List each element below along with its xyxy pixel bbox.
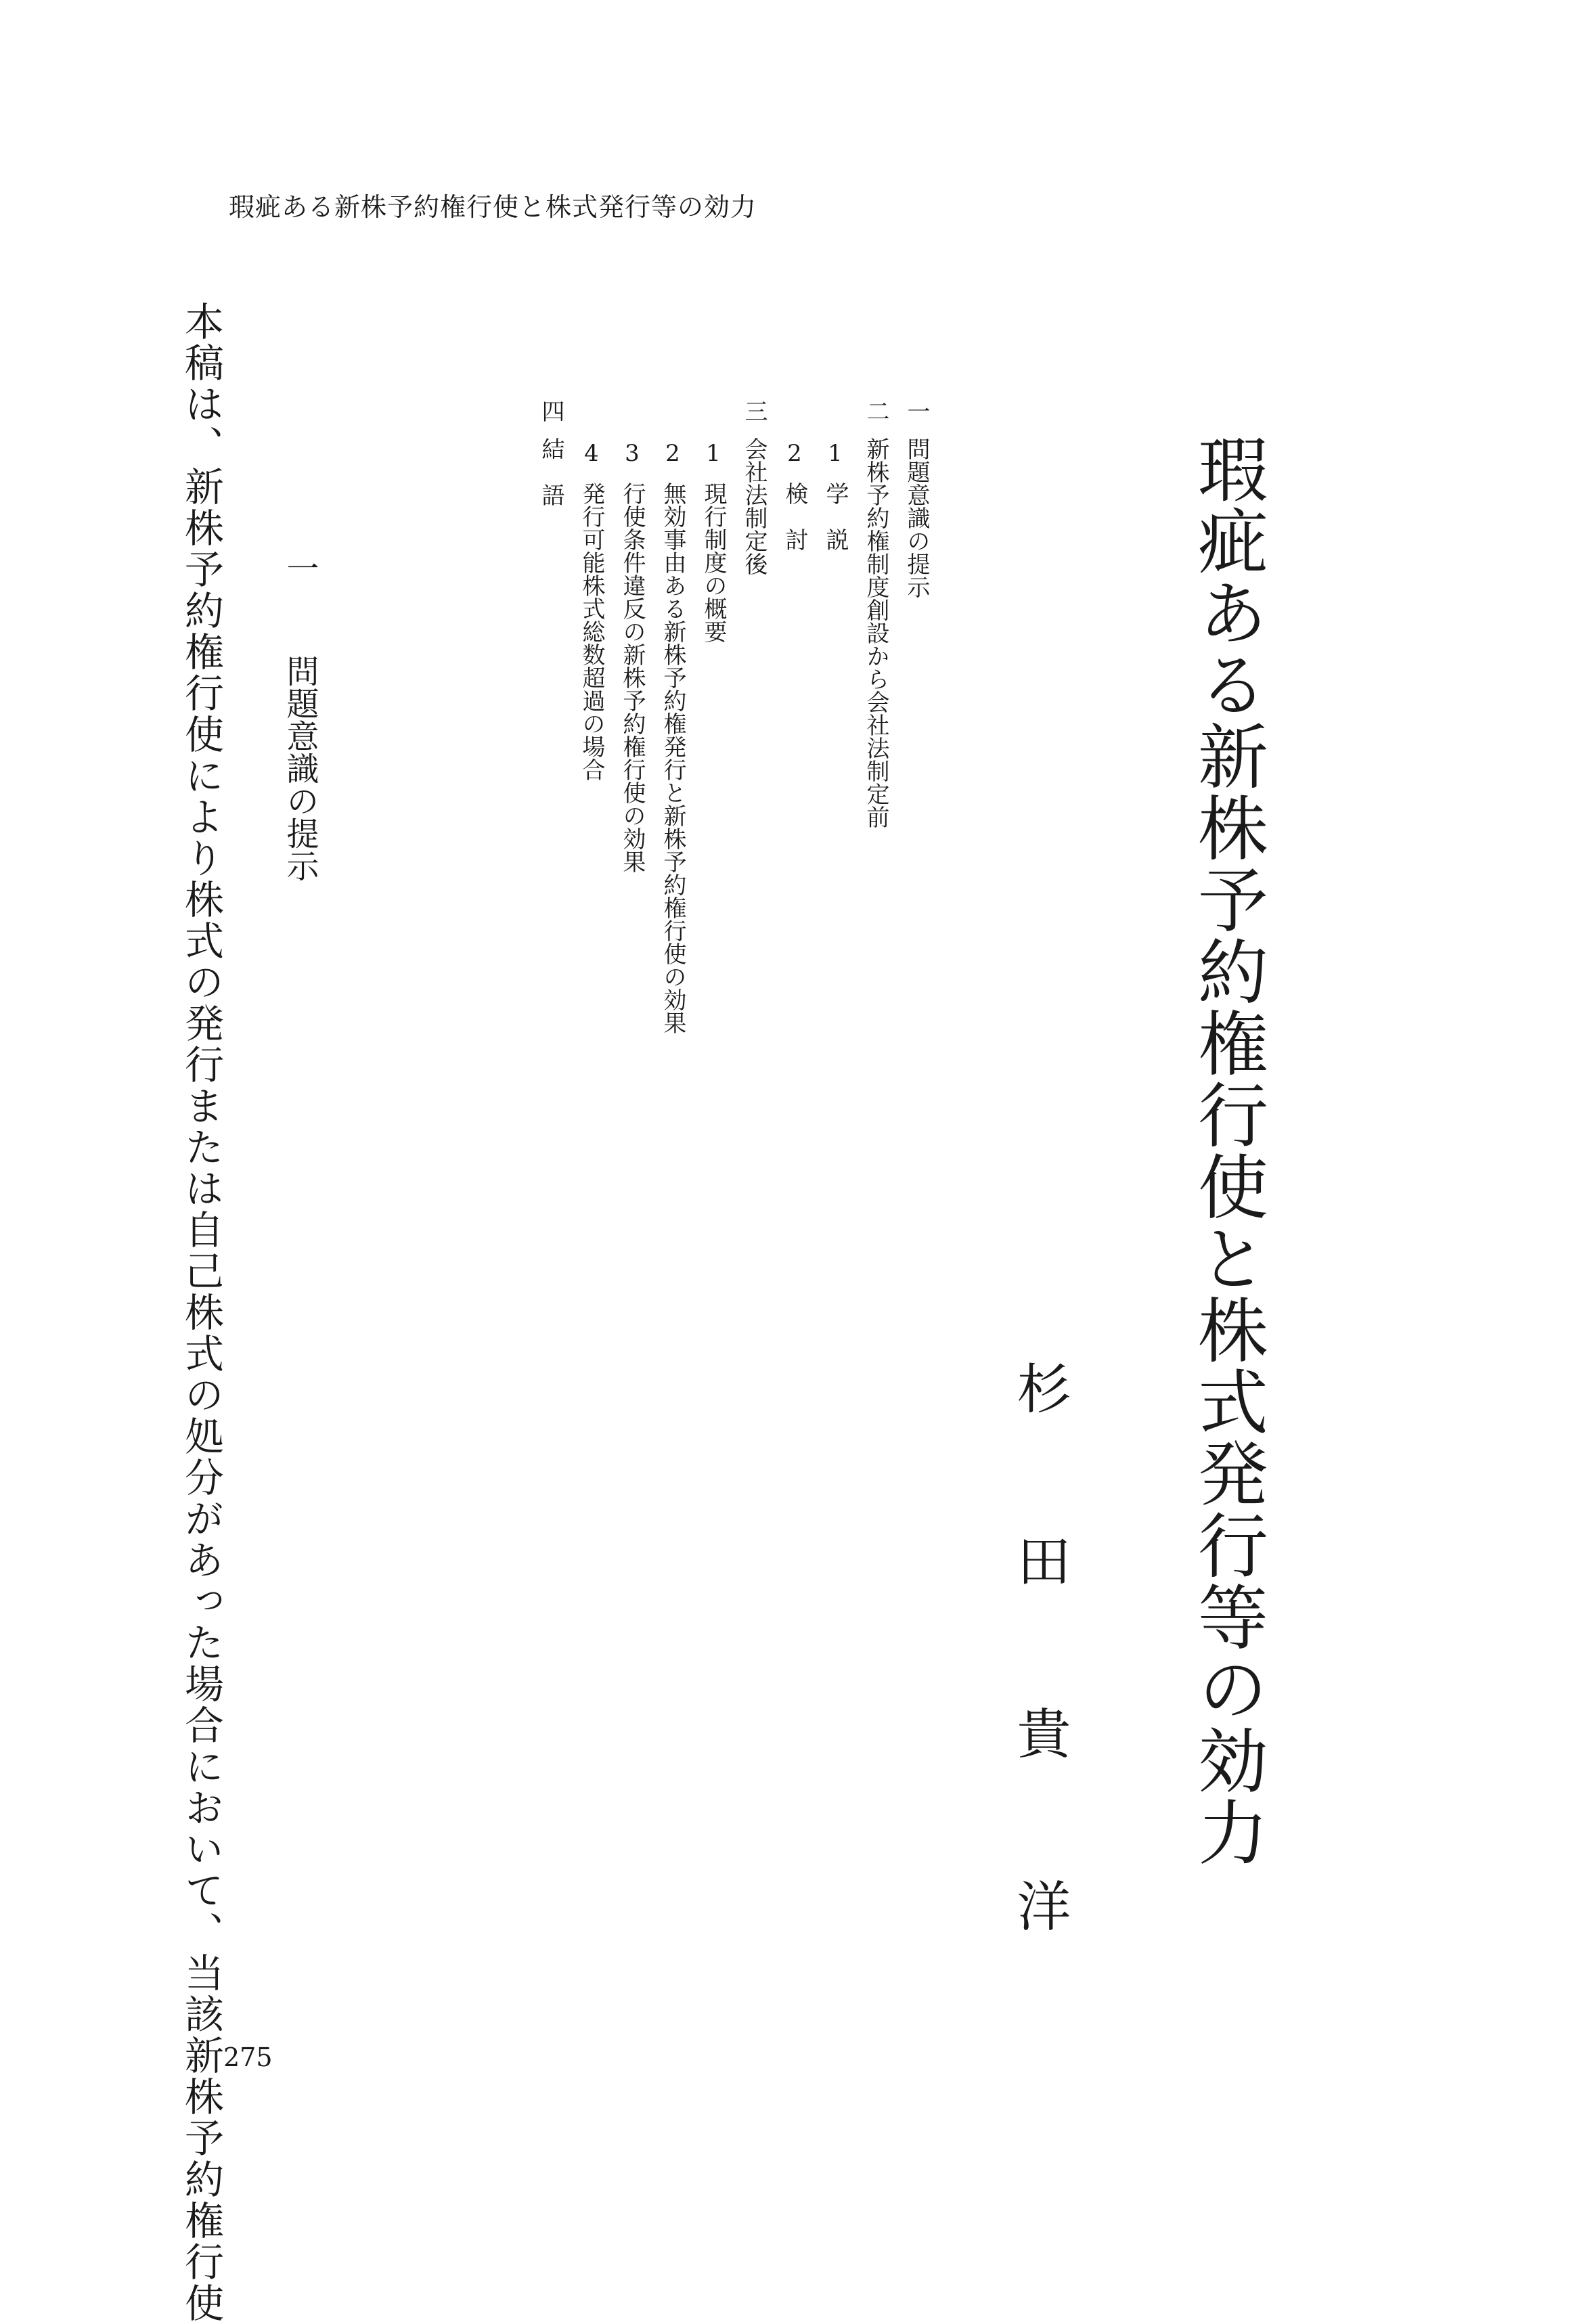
toc-item <box>698 399 728 643</box>
toc-item <box>617 399 647 873</box>
toc-item <box>780 399 809 551</box>
toc-item-number: 一 <box>903 399 930 422</box>
toc-item <box>901 399 931 598</box>
toc-item <box>577 399 606 781</box>
toc-item-label: 発行可能株式総数超過の場合 <box>578 482 605 781</box>
toc-item <box>739 399 769 575</box>
table-of-contents <box>474 399 934 1211</box>
toc-item <box>658 399 688 1034</box>
section-number: 一 <box>281 552 319 584</box>
toc-item-number: 二 <box>862 399 889 422</box>
toc-item-label: 問題意識の提示 <box>903 437 930 598</box>
toc-item-number: 1 <box>700 440 727 467</box>
toc-item-number: 3 <box>619 440 646 467</box>
body-text: 本稿は、新株予約権行使により株式の発行または自己株式の処分があった場合において、当該新株予約権行使 <box>178 301 224 2324</box>
toc-item-label: 会社法制定後 <box>740 437 767 575</box>
toc-item <box>820 399 850 551</box>
section-title: 問題意識の提示 <box>281 654 319 882</box>
toc-item <box>536 399 566 506</box>
toc-item-label: 無効事由ある新株予約権発行と新株予約権行使の効果 <box>659 482 686 1034</box>
toc-item-number: 4 <box>578 440 605 467</box>
running-head: 瑕疵ある新株予約権行使と株式発行等の効力 <box>229 192 757 222</box>
toc-item-number: 1 <box>822 440 849 467</box>
toc-item-label: 新株予約権制度創設から会社法制定前 <box>862 437 889 828</box>
toc-item <box>861 399 891 828</box>
toc-item-label: 現行制度の概要 <box>700 482 727 643</box>
article-title: 瑕疵ある新株予約権行使と株式発行等の効力 <box>1186 433 1268 1868</box>
page-number: 275 <box>223 2042 273 2072</box>
toc-item-label: 結 語 <box>537 437 564 506</box>
section-heading <box>281 552 319 882</box>
toc-item-number: 四 <box>537 399 564 422</box>
toc-item-label: 学 説 <box>822 482 849 551</box>
toc-item-number: 三 <box>740 399 767 422</box>
toc-item-number: 2 <box>659 440 686 467</box>
toc-item-number: 2 <box>781 440 808 467</box>
author-name: 杉田貴洋 <box>1008 1360 1071 2051</box>
toc-item-label: 行使条件違反の新株予約権行使の効果 <box>619 482 646 873</box>
toc-item-label: 検 討 <box>781 482 808 551</box>
